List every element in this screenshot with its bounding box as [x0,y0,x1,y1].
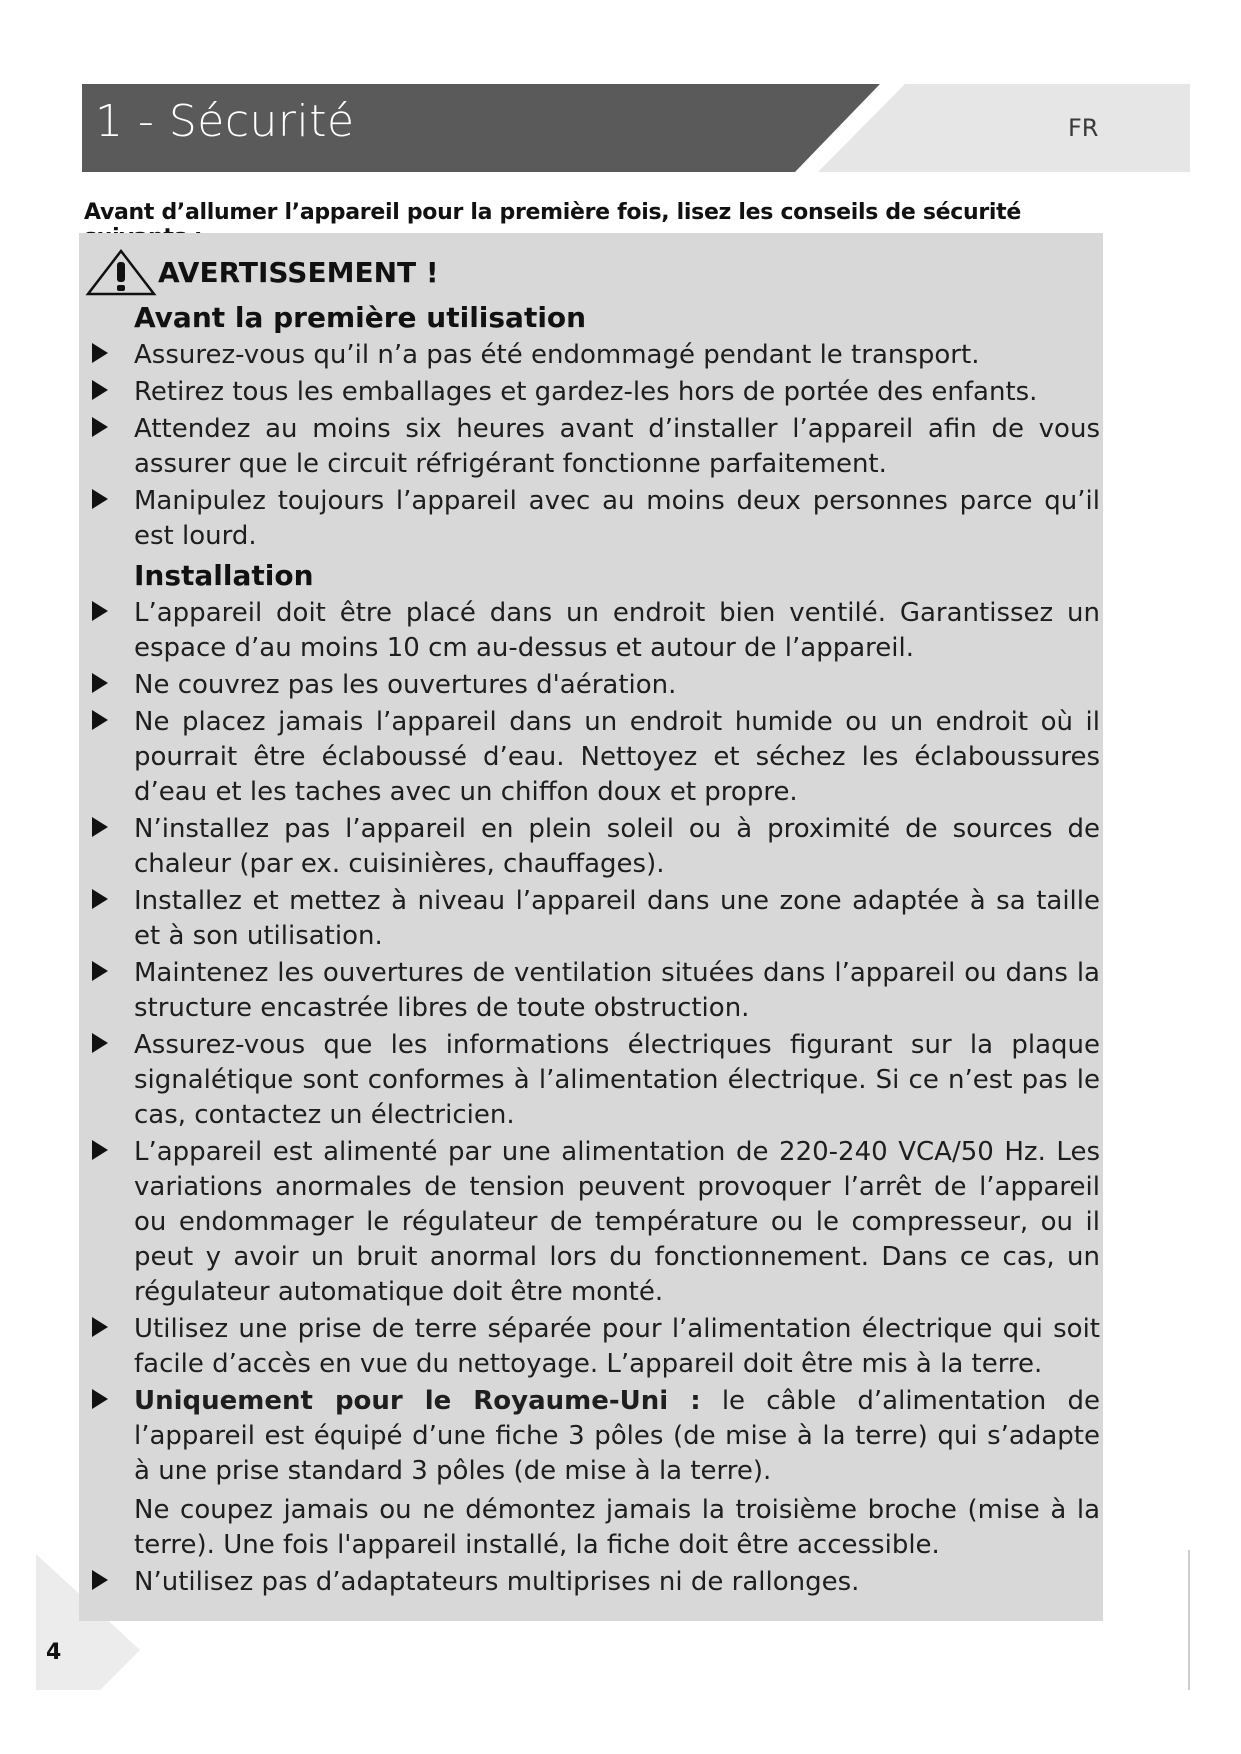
list-item: Attendez au moins six heures avant d’installer l’appareil afin de vous assurer que le circuit réfrigérant fonctionne parfaitement. [90,412,1100,482]
arrow-bullet-icon [92,417,108,437]
section-heading: Avant la première utilisation [134,301,587,334]
uk-text: le câble d’alimentation de l’appareil est équipé d’une fiche 3 pôles (de mise à la terre) qui s’adapte à une prise standard 3 pôles (de mise à la terre). [134,1386,1100,1486]
language-code: FR [1068,114,1099,142]
arrow-bullet-icon [92,1570,108,1590]
page-title: 1 - Sécurité [95,96,355,147]
uk-lead: Uniquement pour le Royaume-Uni : [134,1386,701,1416]
arrow-bullet-icon [92,489,108,509]
arrow-bullet-icon [92,1140,108,1160]
list-item: N’installez pas l’appareil en plein soleil ou à proximité de sources de chaleur (par ex. cuisinières, chauffages). [90,812,1100,882]
arrow-bullet-icon [92,1317,108,1337]
list-item: Assurez-vous que les informations électriques figurant sur la plaque signalétique sont conformes à l’alimentation électrique. Si ce n’est pas le cas, contactez un électricien. [90,1028,1100,1133]
right-edge-line [1185,1550,1195,1700]
arrow-bullet-icon [92,601,108,621]
section-heading: Installation [134,559,314,592]
warning-triangle-icon [84,248,158,296]
arrow-bullet-icon [92,343,108,363]
language-tab [818,84,1190,172]
list-item-uk [90,1384,1100,1489]
list-item: Ne placez jamais l’appareil dans un endroit humide ou un endroit où il pourrait être éclaboussé d’eau. Nettoyez et séchez les éclaboussures d’eau et les taches avec un chiffon doux et propre. [90,705,1100,810]
arrow-bullet-icon [92,710,108,730]
list-item: Installez et mettez à niveau l’appareil dans une zone adaptée à sa taille et à son utilisation. [90,884,1100,954]
arrow-bullet-icon [92,889,108,909]
intro-text: Avant d’allumer l’appareil pour la première fois, lisez les conseils de sécurité [84,200,1021,225]
list-item: Retirez tous les emballages et gardez-les hors de portée des enfants. [90,375,1100,410]
uk-followup: Ne coupez jamais ou ne démontez jamais la troisième broche (mise à la terre). Une fois l'appareil installé, la fiche doit être accessible. [134,1495,1100,1560]
list-item: L’appareil doit être placé dans un endroit bien ventilé. Garantissez un espace d’au moins 10 cm au-dessus et autour de l’appareil. [90,596,1100,666]
list-item: Manipulez toujours l’appareil avec au moins deux personnes parce qu’il est lourd. [90,484,1100,554]
header-band [0,0,1241,190]
safety-content [90,296,1100,1602]
list-item: Utilisez une prise de terre séparée pour l’alimentation électrique qui soit facile d’accès en vue du nettoyage. L’appareil doit être mis à la terre. [90,1312,1100,1382]
list-item: L’appareil est alimenté par une alimentation de 220-240 VCA/50 Hz. Les variations anormales de tension peuvent provoquer l’arrêt de l’appareil ou endommager le régulateur de température ou le compresseur, ou il peut y avoir un bruit anormal lors du fonctionnement. Dans ce cas, un régulateur automatique doit être monté. [90,1135,1100,1310]
arrow-bullet-icon [92,673,108,693]
arrow-bullet-icon [92,1033,108,1053]
arrow-bullet-icon [92,817,108,837]
list-item: Maintenez les ouvertures de ventilation situées dans l’appareil ou dans la structure encastrée libres de toute obstruction. [90,956,1100,1026]
list-item: Assurez-vous qu’il n’a pas été endommagé pendant le transport. [90,338,1100,373]
arrow-bullet-icon [92,961,108,981]
page-number: 4 [46,1640,62,1665]
arrow-bullet-icon [92,380,108,400]
list-item: Ne couvrez pas les ouvertures d'aération. [90,668,1100,703]
warning-title: AVERTISSEMENT ! [158,256,439,289]
arrow-bullet-icon [92,1389,108,1409]
list-item: N’utilisez pas d’adaptateurs multiprises ni de rallonges. [90,1565,1100,1600]
